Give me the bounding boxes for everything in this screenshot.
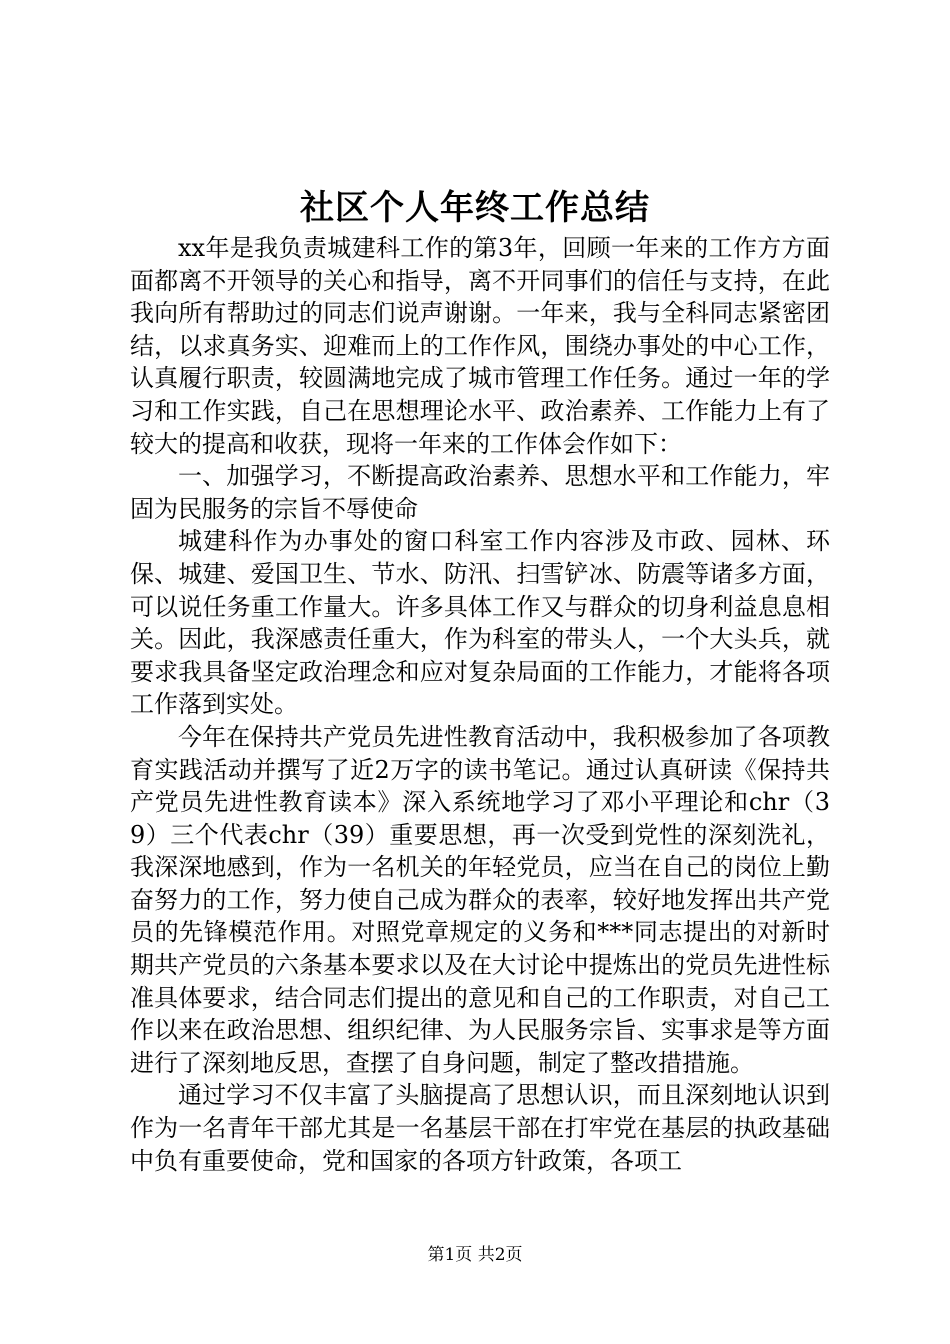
- paragraph-urban-construction: 城建科作为办事处的窗口科室工作内容涉及市政、园林、环保、城建、爱国卫生、节水、防汛、扫雪铲冰、防震等诸多方面，可以说任务重工作量大。许多具体工作又与群众的切身利益息息相关。因此，我深感责任重大，作为科室的带头人，一个大头兵，就要求我具备坚定政治理念和应对复杂局面的工作能力，才能将各项工作落到实处。: [130, 527, 830, 719]
- paragraph-heading-1: 一、加强学习，不断提高政治素养、思想水平和工作能力，牢固为民服务的宗旨不辱使命: [130, 462, 830, 523]
- paragraph-study-results: 通过学习不仅丰富了头脑提高了思想认识，而且深刻地认识到作为一名青年干部尤其是一名基层干部在打牢党在基层的执政基础中负有重要使命，党和国家的各项方针政策，各项工: [130, 1081, 830, 1175]
- paragraph-party-education: 今年在保持共产党员先进性教育活动中，我积极参加了各项教育实践活动并撰写了近2万字的读书笔记。通过认真研读《保持共产党员先进性教育读本》深入系统地学习了邓小平理论和chr（39）三个代表chr（39）重要思想，再一次受到党性的深刻洗礼，我深深地感到，作为一名机关的年轻党员，应当在自己的岗位上勤奋努力的工作，努力使自己成为群众的表率，较好地发挥出共产党员的先锋模范作用。对照党章规定的义务和***同志提出的对新时期共产党员的六条基本要求以及在大讨论中提炼出的党员先进性标准具体要求，结合同志们提出的意见和自己的工作职责，对自己工作以来在政治思想、组织纪律、为人民服务宗旨、实事求是等方面进行了深刻地反思，查摆了自身问题，制定了整改措措施。: [130, 722, 830, 1077]
- document-title: 社区个人年终工作总结: [300, 188, 650, 228]
- page-number-footer: 第1页 共2页: [427, 1245, 523, 1265]
- paragraph-intro: xx年是我负责城建科工作的第3年，回顾一年来的工作方方面面都离不开领导的关心和指导，离不开同事们的信任与支持，在此我向所有帮助过的同志们说声谢谢。一年来，我与全科同志紧密团结，以求真务实、迎难而上的工作作风，围绕办事处的中心工作，认真履行职责，较圆满地完成了城市管理工作任务。通过一年的学习和工作实践，自己在思想理论水平、政治素养、工作能力上有了较大的提高和收获，现将一年来的工作体会作如下：: [130, 234, 830, 458]
- document-body: [130, 232, 830, 1177]
